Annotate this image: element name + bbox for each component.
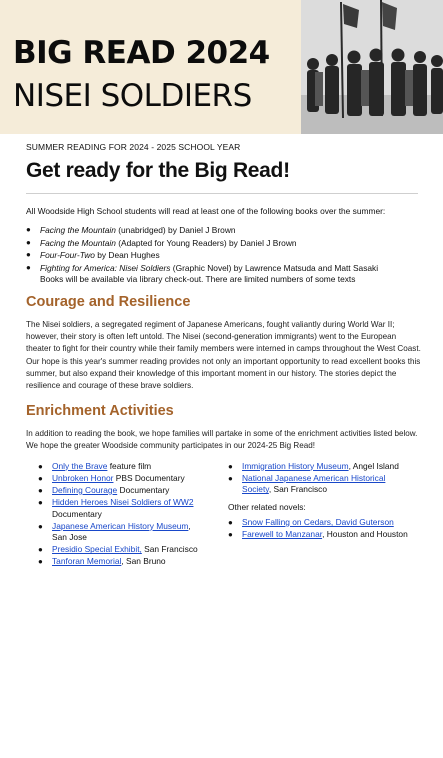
kicker-text: SUMMER READING FOR 2024 - 2025 SCHOOL YEAR — [26, 142, 241, 152]
divider — [26, 193, 418, 194]
list-item — [38, 544, 203, 556]
item-detail: feature film — [107, 460, 152, 471]
link-defining-courage[interactable]: Defining Courage — [52, 484, 118, 495]
bullet-icon: ● — [228, 473, 233, 483]
book-detail: (unabridged) by Daniel J Brown — [115, 225, 236, 235]
banner-subtitle: NISEI SOLDIERS — [13, 78, 252, 114]
item-detail: PBS Documentary — [113, 472, 185, 483]
availability-note: Books will be available via library check-out. There are limited numbers of some texts — [40, 274, 356, 284]
link-unbroken-honor[interactable]: Unbroken Honor — [52, 472, 114, 483]
list-item — [228, 473, 408, 496]
page-title: Get ready for the Big Read! — [26, 159, 290, 182]
item-detail: , Houston and Houston — [322, 529, 408, 539]
list-item — [38, 521, 203, 544]
item-detail: , San Bruno — [121, 556, 166, 567]
link-snow-falling-on-cedars[interactable]: Snow Falling on Cedars, David Guterson — [242, 516, 394, 527]
page-content — [26, 142, 421, 567]
book-title: Facing the Mountain — [40, 225, 116, 235]
bullet-icon: ● — [228, 517, 233, 527]
list-item — [38, 473, 203, 485]
courage-paragraph: The Nisei soldiers, a segregated regiment of Japanese Americans, fought valiantly during World War II; however, their story is often left untold. The Nisei (second-generation immigrants) went to the European theater to fight for their country while their family members were interned in camps throughout the West Coast. Our hope is this year's summer reading provides not only an important opportunity to read excellent books this summer, but also expand their knowledge of this important moment in our history. The stories depict the resilience and courage of these brave soldiers. — [26, 320, 421, 391]
book-title: Facing the Mountain — [40, 237, 116, 248]
book-title: Fighting for America: Nisei Soldiers — [40, 262, 171, 273]
activities-left-column — [38, 461, 203, 569]
list-item — [38, 461, 203, 473]
header-banner — [0, 0, 443, 134]
item-detail: , Angel Island — [348, 460, 399, 471]
list-item — [228, 461, 408, 473]
bullet-icon: ● — [228, 530, 233, 539]
section-heading-courage: Courage and Resilience — [26, 294, 191, 310]
intro-text: All Woodside High School students will read at least one of the following books over the summer: — [26, 206, 386, 216]
link-farewell-to-manzanar[interactable]: Farewell to Manzanar — [242, 529, 323, 539]
bullet-icon: ● — [26, 237, 31, 247]
link-presidio-exhibit[interactable]: Presidio Special Exhibit, — [52, 544, 142, 555]
bullet-icon: ● — [26, 225, 31, 234]
link-japanese-american-history-museum[interactable]: Japanese American History Museum — [52, 520, 189, 531]
bullet-icon: ● — [38, 557, 43, 567]
book-list — [26, 224, 421, 284]
item-detail: San Francisco — [141, 544, 198, 555]
other-novels-label: Other related novels: — [228, 501, 306, 512]
bullet-icon: ● — [228, 461, 233, 471]
link-immigration-history-museum[interactable]: Immigration History Museum — [242, 460, 349, 471]
book-detail: by Dean Hughes — [94, 250, 160, 260]
list-item — [38, 497, 203, 520]
link-tanforan-memorial[interactable]: Tanforan Memorial — [52, 556, 122, 567]
bullet-icon: ● — [38, 545, 43, 555]
book-title: Four-Four-Two — [40, 250, 95, 260]
list-item — [228, 517, 408, 529]
link-only-the-brave[interactable]: Only the Brave — [52, 460, 108, 471]
bullet-icon: ● — [38, 473, 43, 483]
item-detail: , San Francisco — [268, 484, 328, 495]
list-item — [26, 262, 421, 285]
soldiers-photo — [301, 0, 443, 134]
enrichment-paragraph: In addition to reading the book, we hope families will partake in some of the enrichment activities listed below. We hope the greater Woodside community participates in our 2024-25 Big Read! — [26, 429, 418, 451]
activities-right-column — [228, 461, 408, 541]
bullet-icon: ● — [38, 485, 43, 495]
item-detail: , San Jose — [52, 520, 191, 543]
bullet-icon: ● — [38, 521, 43, 531]
item-detail: Documentary — [52, 508, 102, 519]
soldiers-photo-graphic — [301, 0, 443, 134]
banner-title: BIG READ 2024 — [13, 35, 270, 71]
list-item — [26, 224, 421, 237]
list-item — [228, 529, 408, 541]
link-national-japanese-american-historical-society[interactable]: National Japanese American Historical Society — [242, 472, 386, 495]
bullet-icon: ● — [26, 262, 31, 272]
bullet-icon: ● — [38, 497, 43, 507]
list-item — [38, 556, 203, 568]
book-detail: (Graphic Novel) by Lawrence Matsuda and Matt Sasaki — [170, 262, 379, 273]
list-item — [26, 249, 421, 262]
list-item — [38, 485, 203, 497]
link-hidden-heroes[interactable]: Hidden Heroes Nisei Soldiers of WW2 — [52, 496, 194, 507]
bullet-icon: ● — [26, 250, 31, 259]
list-item — [26, 237, 421, 250]
book-detail: (Adapted for Young Readers) by Daniel J Brown — [115, 237, 297, 248]
bullet-icon: ● — [38, 461, 43, 471]
item-detail: Documentary — [117, 484, 170, 495]
section-heading-enrichment: Enrichment Activities — [26, 403, 174, 420]
